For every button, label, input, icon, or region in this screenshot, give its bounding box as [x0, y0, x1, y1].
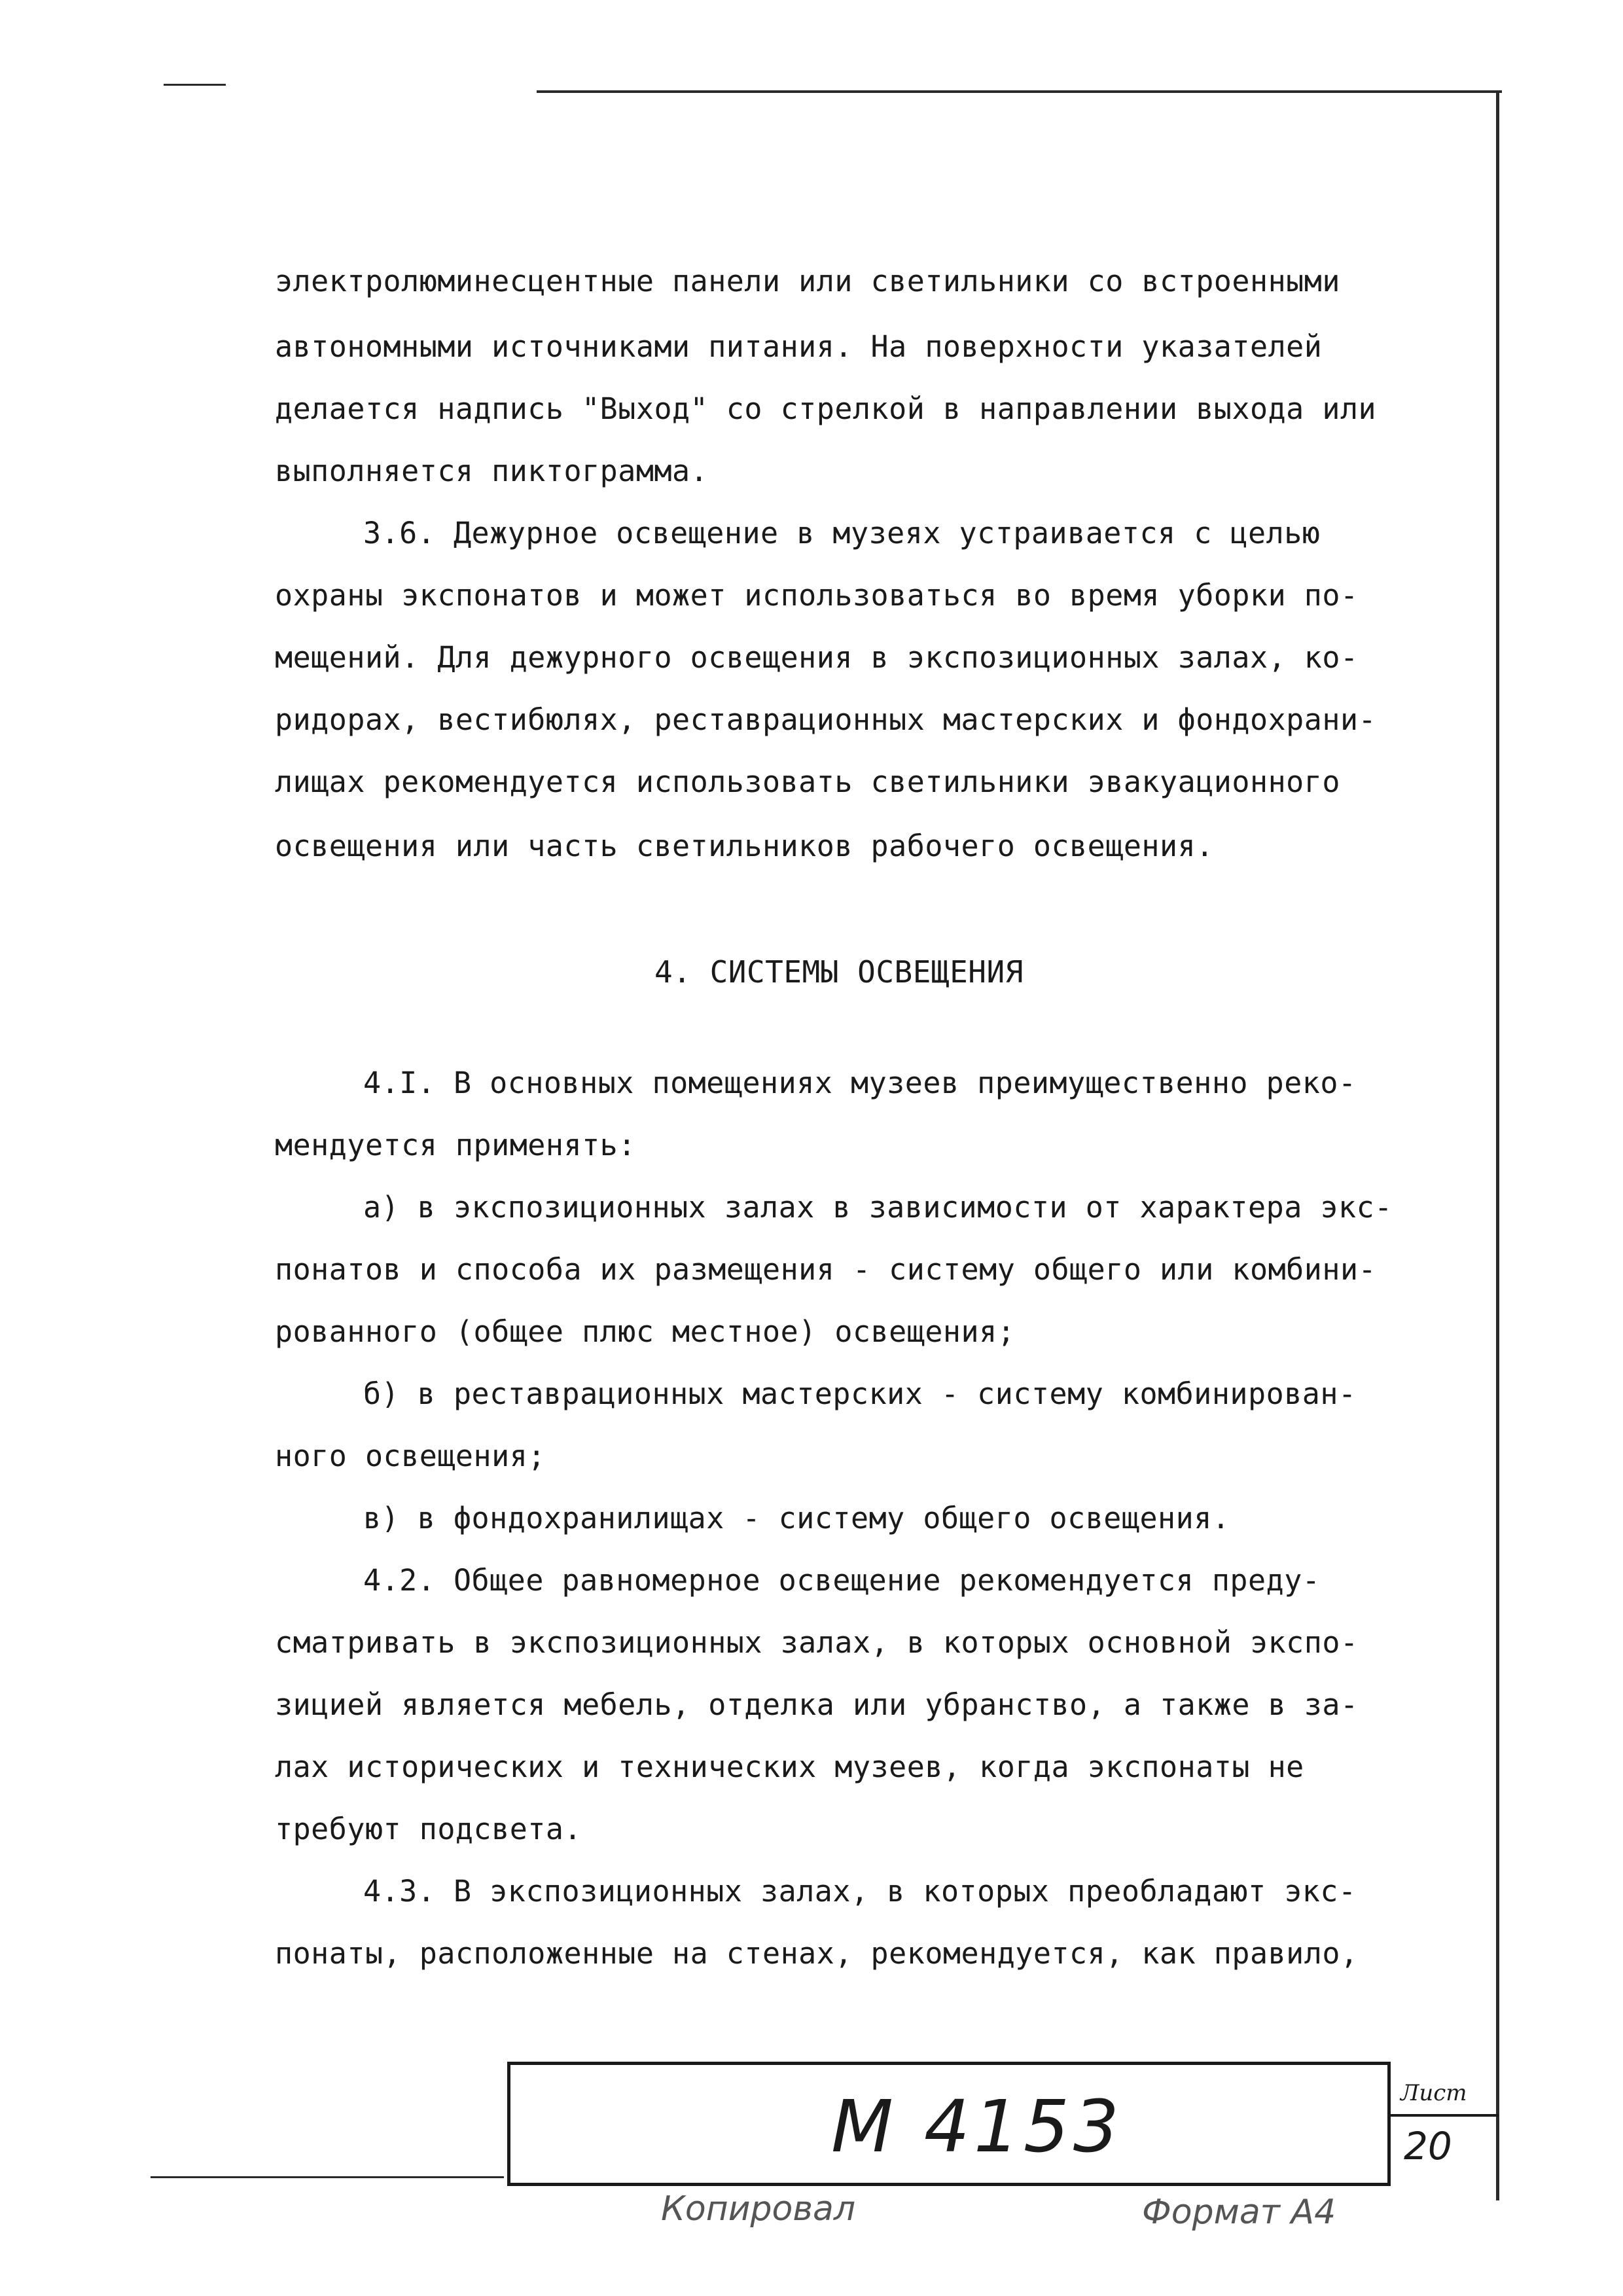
text-line: сматривать в экспозиционных залах, в которых основной экспо-: [275, 1625, 1359, 1660]
text-line: ридорах, вестибюлях, реставрационных мастерских и фондохрани-: [275, 702, 1377, 737]
text-line: делается надпись "Выход" со стрелкой в направлении выхода или: [275, 391, 1377, 426]
list-item-b: б) в реставрационных мастерских - систему комбинирован-: [363, 1376, 1357, 1411]
bottom-left-line: [151, 2176, 504, 2178]
footer-format-label: Формат А4: [1142, 2193, 1336, 2232]
section-heading: 4. СИСТЕМЫ ОСВЕЩЕНИЯ: [654, 954, 1024, 990]
text-line: лищах рекомендуется использовать светильники эвакуационного: [275, 764, 1340, 799]
text-line: освещения или часть светильников рабочего освещения.: [275, 829, 1214, 863]
sheet-divider: [1391, 2114, 1499, 2117]
text-line: понатов и способа их размещения - систему общего или комбини-: [275, 1252, 1377, 1287]
list-item-a: а) в экспозиционных залах в зависимости от характера экс-: [363, 1190, 1393, 1225]
sheet-label: Лист: [1400, 2080, 1467, 2106]
text-line: электролюминесцентные панели или светильники со встроенными: [275, 264, 1340, 298]
frame-right-border: [1496, 92, 1499, 2200]
text-line: понаты, расположенные на стенах, рекомендуется, как правило,: [275, 1936, 1359, 1971]
text-line: лах исторических и технических музеев, когда экспонаты не: [275, 1749, 1304, 1784]
top-left-dash: [164, 84, 226, 86]
text-line: мещений. Для дежурного освещения в экспозиционных залах, ко-: [275, 640, 1359, 675]
text-line: 4.I. В основных помещениях музеев преимущественно реко-: [363, 1066, 1357, 1100]
text-line: рованного (общее плюс местное) освещения;: [275, 1314, 1016, 1349]
footer-copied-label: Копировал: [661, 2189, 856, 2229]
text-line: выполняется пиктограмма.: [275, 454, 709, 488]
text-line: автономными источниками питания. На поверхности указателей: [275, 329, 1323, 364]
text-line: требуют подсвета.: [275, 1812, 582, 1846]
sheet-number: 20: [1404, 2124, 1452, 2168]
text-line: мендуется применять:: [275, 1128, 636, 1162]
list-item-v: в) в фондохранилищах - систему общего освещения.: [363, 1501, 1230, 1535]
document-code: М 4153: [831, 2085, 1123, 2168]
text-line: зицией является мебель, отделка или убранство, а также в за-: [275, 1687, 1359, 1722]
text-line: охраны экспонатов и может использоваться во время уборки по-: [275, 578, 1359, 613]
text-line: 4.3. В экспозиционных залах, в которых преобладают экс-: [363, 1874, 1357, 1909]
text-line: ного освещения;: [275, 1439, 546, 1473]
text-line: 4.2. Общее равномерное освещение рекомендуется преду-: [363, 1563, 1321, 1598]
frame-top-border: [537, 90, 1502, 93]
text-line: 3.6. Дежурное освещение в музеях устраивается с целью: [363, 516, 1321, 550]
